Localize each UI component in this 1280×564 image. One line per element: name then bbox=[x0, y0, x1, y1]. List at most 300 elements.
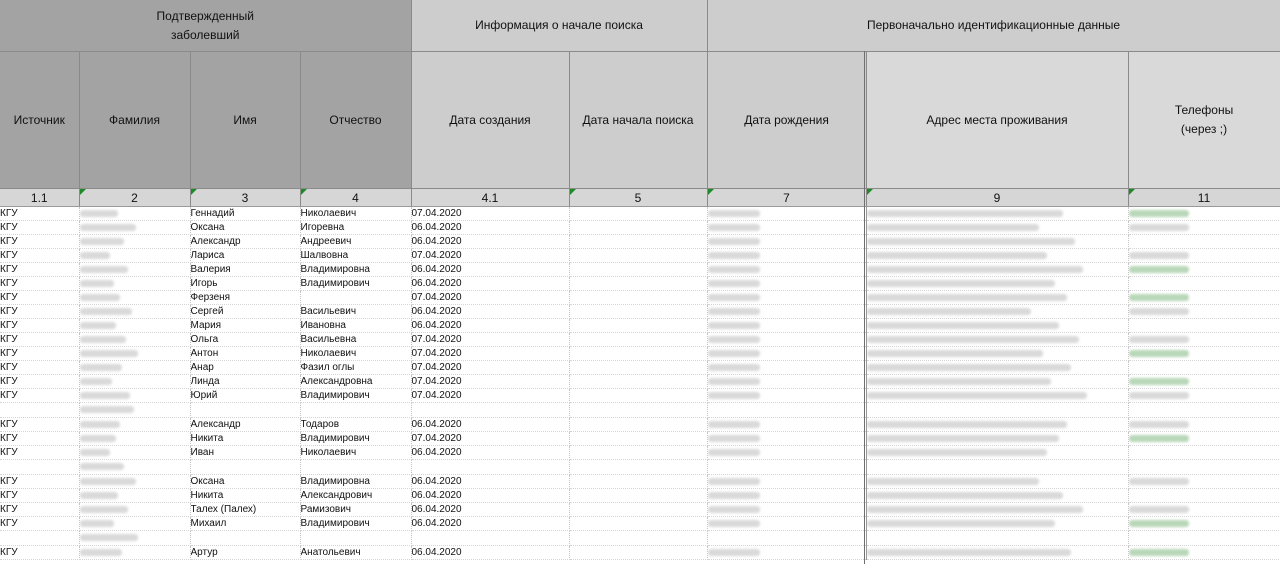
cell-name[interactable]: Талех (Палех) bbox=[190, 503, 300, 517]
column-header-created[interactable] bbox=[411, 52, 569, 189]
cell-surname-redacted[interactable] bbox=[79, 333, 190, 347]
redacted-blur bbox=[1129, 378, 1189, 385]
cell-surname-redacted[interactable] bbox=[79, 277, 190, 291]
cell-source[interactable]: КГУ bbox=[0, 207, 79, 221]
cell-patronymic[interactable]: Шалвовна bbox=[300, 249, 411, 263]
column-header-patronymic[interactable] bbox=[300, 52, 411, 189]
cell-phones-redacted[interactable] bbox=[1128, 235, 1280, 249]
table-row[interactable] bbox=[0, 347, 1280, 361]
table-row[interactable] bbox=[0, 235, 1280, 249]
cell-source[interactable]: КГУ bbox=[0, 546, 79, 560]
cell-phones-redacted[interactable] bbox=[1128, 277, 1280, 291]
cell-phones-redacted[interactable] bbox=[1128, 418, 1280, 432]
cell-phones-redacted[interactable] bbox=[1128, 503, 1280, 517]
cell-birthdate-redacted[interactable] bbox=[707, 333, 866, 347]
cell-phones-redacted[interactable] bbox=[1128, 263, 1280, 277]
cell-patronymic[interactable]: Тодаров bbox=[300, 418, 411, 432]
cell-patronymic[interactable]: Николаевич bbox=[300, 207, 411, 221]
cell-address-redacted[interactable] bbox=[866, 291, 1128, 305]
cell-surname-redacted[interactable] bbox=[79, 517, 190, 531]
cell-patronymic[interactable]: Васильевна bbox=[300, 333, 411, 347]
redacted-blur bbox=[708, 435, 760, 442]
column-header-source[interactable] bbox=[0, 52, 79, 189]
cell-patronymic[interactable] bbox=[300, 531, 411, 546]
cell-patronymic[interactable]: Анатольевич bbox=[300, 546, 411, 560]
cell-surname-redacted[interactable] bbox=[79, 207, 190, 221]
cell-patronymic[interactable] bbox=[300, 403, 411, 418]
cell-birthdate-redacted[interactable] bbox=[707, 503, 866, 517]
group-header-confirmed[interactable] bbox=[0, 0, 411, 52]
cell-name[interactable]: Артур bbox=[190, 546, 300, 560]
cell-patronymic[interactable]: Владимировна bbox=[300, 475, 411, 489]
column-header-name[interactable] bbox=[190, 52, 300, 189]
cell-created[interactable]: 06.04.2020 bbox=[411, 446, 569, 460]
table-row[interactable] bbox=[0, 531, 1280, 546]
cell-address-redacted[interactable] bbox=[866, 446, 1128, 460]
cell-search-start[interactable] bbox=[569, 249, 707, 263]
cell-phones-redacted[interactable] bbox=[1128, 333, 1280, 347]
cell-surname-redacted[interactable] bbox=[79, 305, 190, 319]
cell-created[interactable]: 06.04.2020 bbox=[411, 277, 569, 291]
cell-address-redacted[interactable] bbox=[866, 333, 1128, 347]
cell-search-start[interactable] bbox=[569, 263, 707, 277]
cell-surname-redacted[interactable] bbox=[79, 432, 190, 446]
cell-created[interactable]: 07.04.2020 bbox=[411, 389, 569, 403]
group-header-identification[interactable] bbox=[707, 0, 1280, 52]
cell-source[interactable]: КГУ bbox=[0, 347, 79, 361]
cell-address-redacted[interactable] bbox=[866, 403, 1128, 418]
cell-patronymic[interactable]: Ивановна bbox=[300, 319, 411, 333]
cell-created[interactable] bbox=[411, 403, 569, 418]
cell-phones-redacted[interactable] bbox=[1128, 389, 1280, 403]
cell-search-start[interactable] bbox=[569, 460, 707, 475]
comment-flag-icon bbox=[867, 189, 873, 195]
table-row[interactable] bbox=[0, 389, 1280, 403]
cell-name[interactable]: Лариса bbox=[190, 249, 300, 263]
cell-patronymic[interactable]: Владимирович bbox=[300, 277, 411, 291]
table-row[interactable] bbox=[0, 546, 1280, 560]
redacted-blur bbox=[80, 308, 132, 315]
redacted-blur bbox=[80, 449, 110, 456]
cell-address-redacted[interactable] bbox=[866, 235, 1128, 249]
cell-surname-redacted[interactable] bbox=[79, 531, 190, 546]
cell-surname-redacted[interactable] bbox=[79, 375, 190, 389]
cell-address-redacted[interactable] bbox=[866, 221, 1128, 235]
cell-birthdate-redacted[interactable] bbox=[707, 291, 866, 305]
cell-source[interactable]: КГУ bbox=[0, 305, 79, 319]
redacted-blur bbox=[867, 308, 1031, 315]
cell-birthdate-redacted[interactable] bbox=[707, 446, 866, 460]
cell-address-redacted[interactable] bbox=[866, 207, 1128, 221]
cell-birthdate-redacted[interactable] bbox=[707, 263, 866, 277]
cell-birthdate-redacted[interactable] bbox=[707, 235, 866, 249]
cell-phones-redacted[interactable] bbox=[1128, 305, 1280, 319]
cell-birthdate-redacted[interactable] bbox=[707, 475, 866, 489]
cell-address-redacted[interactable] bbox=[866, 263, 1128, 277]
comment-flag-icon bbox=[708, 189, 714, 195]
cell-surname-redacted[interactable] bbox=[79, 475, 190, 489]
redacted-blur bbox=[80, 506, 128, 513]
group-label: Информация о начале поиска bbox=[475, 18, 643, 32]
cell-search-start[interactable] bbox=[569, 207, 707, 221]
cell-phones-redacted[interactable] bbox=[1128, 347, 1280, 361]
cell-address-redacted[interactable] bbox=[866, 546, 1128, 560]
cell-search-start[interactable] bbox=[569, 403, 707, 418]
cell-address-redacted[interactable] bbox=[866, 347, 1128, 361]
cell-patronymic[interactable]: Николаевич bbox=[300, 446, 411, 460]
column-number[interactable]: 4 bbox=[300, 189, 411, 207]
cell-name[interactable]: Ольга bbox=[190, 333, 300, 347]
column-number[interactable]: 11 bbox=[1128, 189, 1280, 207]
cell-name[interactable] bbox=[190, 531, 300, 546]
cell-name[interactable]: Ферзеня bbox=[190, 291, 300, 305]
cell-name[interactable]: Александр bbox=[190, 418, 300, 432]
cell-search-start[interactable] bbox=[569, 361, 707, 375]
cell-created[interactable]: 06.04.2020 bbox=[411, 221, 569, 235]
cell-surname-redacted[interactable] bbox=[79, 403, 190, 418]
cell-created[interactable]: 06.04.2020 bbox=[411, 475, 569, 489]
redacted-blur bbox=[708, 280, 760, 287]
cell-source[interactable]: КГУ bbox=[0, 333, 79, 347]
cell-source[interactable]: КГУ bbox=[0, 517, 79, 531]
cell-surname-redacted[interactable] bbox=[79, 546, 190, 560]
cell-created[interactable]: 07.04.2020 bbox=[411, 291, 569, 305]
cell-source[interactable]: КГУ bbox=[0, 319, 79, 333]
cell-address-redacted[interactable] bbox=[866, 249, 1128, 263]
table-row[interactable] bbox=[0, 418, 1280, 432]
table-body bbox=[0, 207, 1280, 560]
cell-surname-redacted[interactable] bbox=[79, 446, 190, 460]
cell-source[interactable]: КГУ bbox=[0, 375, 79, 389]
cell-name[interactable]: Юрий bbox=[190, 389, 300, 403]
cell-address-redacted[interactable] bbox=[866, 375, 1128, 389]
cell-surname-redacted[interactable] bbox=[79, 291, 190, 305]
cell-birthdate-redacted[interactable] bbox=[707, 221, 866, 235]
cell-created[interactable]: 07.04.2020 bbox=[411, 375, 569, 389]
cell-patronymic[interactable]: Фазил оглы bbox=[300, 361, 411, 375]
cell-created[interactable]: 06.04.2020 bbox=[411, 503, 569, 517]
column-header-phones[interactable] bbox=[1128, 52, 1280, 189]
cell-name[interactable] bbox=[190, 460, 300, 475]
cell-address-redacted[interactable] bbox=[866, 277, 1128, 291]
table-row[interactable] bbox=[0, 207, 1280, 221]
cell-surname-redacted[interactable] bbox=[79, 460, 190, 475]
cell-search-start[interactable] bbox=[569, 291, 707, 305]
cell-birthdate-redacted[interactable] bbox=[707, 305, 866, 319]
cell-created[interactable]: 06.04.2020 bbox=[411, 489, 569, 503]
cell-phones-redacted[interactable] bbox=[1128, 446, 1280, 460]
cell-patronymic[interactable]: Рамизович bbox=[300, 503, 411, 517]
cell-created[interactable]: 07.04.2020 bbox=[411, 347, 569, 361]
cell-name[interactable]: Михаил bbox=[190, 517, 300, 531]
cell-created[interactable]: 07.04.2020 bbox=[411, 249, 569, 263]
cell-phones-redacted[interactable] bbox=[1128, 291, 1280, 305]
cell-name[interactable]: Оксана bbox=[190, 475, 300, 489]
cell-created[interactable] bbox=[411, 531, 569, 546]
cell-source[interactable]: КГУ bbox=[0, 432, 79, 446]
cell-search-start[interactable] bbox=[569, 221, 707, 235]
cell-search-start[interactable] bbox=[569, 389, 707, 403]
cell-phones-redacted[interactable] bbox=[1128, 319, 1280, 333]
cell-source[interactable]: КГУ bbox=[0, 221, 79, 235]
cell-phones-redacted[interactable] bbox=[1128, 221, 1280, 235]
cell-name[interactable]: Валерия bbox=[190, 263, 300, 277]
cell-phones-redacted[interactable] bbox=[1128, 432, 1280, 446]
cell-name[interactable]: Анар bbox=[190, 361, 300, 375]
table-row[interactable] bbox=[0, 361, 1280, 375]
cell-search-start[interactable] bbox=[569, 517, 707, 531]
cell-patronymic[interactable] bbox=[300, 291, 411, 305]
cell-search-start[interactable] bbox=[569, 235, 707, 249]
cell-source[interactable]: КГУ bbox=[0, 263, 79, 277]
cell-address-redacted[interactable] bbox=[866, 517, 1128, 531]
redacted-blur bbox=[80, 294, 120, 301]
cell-birthdate-redacted[interactable] bbox=[707, 517, 866, 531]
cell-phones-redacted[interactable] bbox=[1128, 489, 1280, 503]
cell-source[interactable] bbox=[0, 531, 79, 546]
cell-source[interactable]: КГУ bbox=[0, 389, 79, 403]
cell-address-redacted[interactable] bbox=[866, 475, 1128, 489]
cell-name[interactable]: Сергей bbox=[190, 305, 300, 319]
cell-phones-redacted[interactable] bbox=[1128, 361, 1280, 375]
cell-phones-redacted[interactable] bbox=[1128, 531, 1280, 546]
cell-address-redacted[interactable] bbox=[866, 503, 1128, 517]
cell-search-start[interactable] bbox=[569, 475, 707, 489]
cell-birthdate-redacted[interactable] bbox=[707, 361, 866, 375]
cell-birthdate-redacted[interactable] bbox=[707, 389, 866, 403]
column-number[interactable]: 4.1 bbox=[411, 189, 569, 207]
cell-created[interactable] bbox=[411, 460, 569, 475]
cell-birthdate-redacted[interactable] bbox=[707, 249, 866, 263]
cell-name[interactable]: Линда bbox=[190, 375, 300, 389]
cell-surname-redacted[interactable] bbox=[79, 319, 190, 333]
cell-search-start[interactable] bbox=[569, 546, 707, 560]
cell-source[interactable]: КГУ bbox=[0, 503, 79, 517]
group-header-search[interactable] bbox=[411, 0, 707, 52]
cell-name[interactable]: Никита bbox=[190, 489, 300, 503]
cell-search-start[interactable] bbox=[569, 319, 707, 333]
table-row[interactable] bbox=[0, 291, 1280, 305]
cell-search-start[interactable] bbox=[569, 489, 707, 503]
cell-search-start[interactable] bbox=[569, 446, 707, 460]
column-header-surname[interactable] bbox=[79, 52, 190, 189]
cell-created[interactable]: 06.04.2020 bbox=[411, 235, 569, 249]
cell-name[interactable]: Оксана bbox=[190, 221, 300, 235]
cell-surname-redacted[interactable] bbox=[79, 418, 190, 432]
table-row[interactable] bbox=[0, 319, 1280, 333]
cell-source[interactable]: КГУ bbox=[0, 291, 79, 305]
cell-surname-redacted[interactable] bbox=[79, 389, 190, 403]
cell-phones-redacted[interactable] bbox=[1128, 249, 1280, 263]
cell-phones-redacted[interactable] bbox=[1128, 460, 1280, 475]
table-row[interactable] bbox=[0, 221, 1280, 235]
cell-source[interactable]: КГУ bbox=[0, 277, 79, 291]
cell-phones-redacted[interactable] bbox=[1128, 403, 1280, 418]
cell-address-redacted[interactable] bbox=[866, 389, 1128, 403]
redacted-blur bbox=[708, 506, 760, 513]
cell-name[interactable]: Мария bbox=[190, 319, 300, 333]
table-row[interactable] bbox=[0, 305, 1280, 319]
table-row[interactable] bbox=[0, 446, 1280, 460]
redacted-blur bbox=[80, 336, 126, 343]
cell-name[interactable]: Александр bbox=[190, 235, 300, 249]
cell-source[interactable]: КГУ bbox=[0, 361, 79, 375]
cell-search-start[interactable] bbox=[569, 503, 707, 517]
cell-search-start[interactable] bbox=[569, 375, 707, 389]
cell-search-start[interactable] bbox=[569, 277, 707, 291]
cell-patronymic[interactable]: Владимирович bbox=[300, 517, 411, 531]
cell-address-redacted[interactable] bbox=[866, 361, 1128, 375]
column-number[interactable]: 1.1 bbox=[0, 189, 79, 207]
cell-name[interactable] bbox=[190, 403, 300, 418]
cell-surname-redacted[interactable] bbox=[79, 221, 190, 235]
cell-birthdate-redacted[interactable] bbox=[707, 319, 866, 333]
redacted-blur bbox=[80, 421, 120, 428]
cell-address-redacted[interactable] bbox=[866, 460, 1128, 475]
cell-surname-redacted[interactable] bbox=[79, 489, 190, 503]
table-row[interactable] bbox=[0, 517, 1280, 531]
column-header-address[interactable] bbox=[866, 52, 1128, 189]
cell-address-redacted[interactable] bbox=[866, 305, 1128, 319]
cell-created[interactable]: 06.04.2020 bbox=[411, 418, 569, 432]
cell-birthdate-redacted[interactable] bbox=[707, 375, 866, 389]
cell-birthdate-redacted[interactable] bbox=[707, 531, 866, 546]
cell-phones-redacted[interactable] bbox=[1128, 375, 1280, 389]
cell-birthdate-redacted[interactable] bbox=[707, 432, 866, 446]
cell-patronymic[interactable] bbox=[300, 460, 411, 475]
cell-source[interactable]: КГУ bbox=[0, 249, 79, 263]
cell-patronymic[interactable]: Александровна bbox=[300, 375, 411, 389]
redacted-blur bbox=[1129, 308, 1189, 315]
redacted-blur bbox=[867, 449, 1047, 456]
cell-patronymic[interactable]: Владимирович bbox=[300, 432, 411, 446]
cell-created[interactable]: 07.04.2020 bbox=[411, 361, 569, 375]
cell-created[interactable]: 06.04.2020 bbox=[411, 546, 569, 560]
cell-patronymic[interactable]: Андреевич bbox=[300, 235, 411, 249]
cell-source[interactable]: КГУ bbox=[0, 418, 79, 432]
cell-name[interactable]: Никита bbox=[190, 432, 300, 446]
cell-created[interactable]: 07.04.2020 bbox=[411, 333, 569, 347]
cell-phones-redacted[interactable] bbox=[1128, 546, 1280, 560]
table-row[interactable] bbox=[0, 403, 1280, 418]
redacted-blur bbox=[80, 435, 116, 442]
table-row[interactable] bbox=[0, 277, 1280, 291]
table-row[interactable] bbox=[0, 263, 1280, 277]
cell-created[interactable]: 07.04.2020 bbox=[411, 207, 569, 221]
table-row[interactable] bbox=[0, 249, 1280, 263]
redacted-blur bbox=[1129, 294, 1189, 301]
cell-address-redacted[interactable] bbox=[866, 531, 1128, 546]
cell-address-redacted[interactable] bbox=[866, 418, 1128, 432]
cell-name[interactable]: Антон bbox=[190, 347, 300, 361]
cell-address-redacted[interactable] bbox=[866, 489, 1128, 503]
redacted-blur bbox=[80, 224, 136, 231]
table-row[interactable] bbox=[0, 432, 1280, 446]
cell-name[interactable]: Иван bbox=[190, 446, 300, 460]
redacted-blur bbox=[867, 322, 1059, 329]
column-header-birthdate[interactable] bbox=[707, 52, 866, 189]
column-number[interactable]: 3 bbox=[190, 189, 300, 207]
cell-created[interactable]: 06.04.2020 bbox=[411, 263, 569, 277]
cell-birthdate-redacted[interactable] bbox=[707, 546, 866, 560]
column-label: Адрес места проживания bbox=[926, 112, 1068, 127]
cell-source[interactable]: КГУ bbox=[0, 489, 79, 503]
cell-search-start[interactable] bbox=[569, 347, 707, 361]
cell-birthdate-redacted[interactable] bbox=[707, 207, 866, 221]
cell-search-start[interactable] bbox=[569, 333, 707, 347]
column-number[interactable]: 9 bbox=[866, 189, 1128, 207]
redacted-blur bbox=[867, 378, 1051, 385]
redacted-blur bbox=[1129, 421, 1189, 428]
redacted-blur bbox=[80, 322, 116, 329]
cell-search-start[interactable] bbox=[569, 531, 707, 546]
cell-birthdate-redacted[interactable] bbox=[707, 489, 866, 503]
table-row[interactable] bbox=[0, 333, 1280, 347]
cell-birthdate-redacted[interactable] bbox=[707, 347, 866, 361]
cell-address-redacted[interactable] bbox=[866, 432, 1128, 446]
cell-surname-redacted[interactable] bbox=[79, 263, 190, 277]
cell-search-start[interactable] bbox=[569, 418, 707, 432]
cell-surname-redacted[interactable] bbox=[79, 503, 190, 517]
cell-created[interactable]: 06.04.2020 bbox=[411, 517, 569, 531]
cell-patronymic[interactable]: Владимировна bbox=[300, 263, 411, 277]
cell-birthdate-redacted[interactable] bbox=[707, 460, 866, 475]
cell-created[interactable]: 06.04.2020 bbox=[411, 319, 569, 333]
cell-patronymic[interactable]: Николаевич bbox=[300, 347, 411, 361]
table-row[interactable] bbox=[0, 503, 1280, 517]
cell-surname-redacted[interactable] bbox=[79, 249, 190, 263]
column-number[interactable]: 5 bbox=[569, 189, 707, 207]
cell-source[interactable]: КГУ bbox=[0, 446, 79, 460]
redacted-blur bbox=[708, 238, 760, 245]
cell-source[interactable] bbox=[0, 460, 79, 475]
cell-address-redacted[interactable] bbox=[866, 319, 1128, 333]
table-row[interactable] bbox=[0, 375, 1280, 389]
cell-phones-redacted[interactable] bbox=[1128, 475, 1280, 489]
cell-surname-redacted[interactable] bbox=[79, 361, 190, 375]
cell-birthdate-redacted[interactable] bbox=[707, 418, 866, 432]
redacted-blur bbox=[708, 252, 760, 259]
redacted-blur bbox=[708, 421, 760, 428]
cell-name[interactable]: Игорь bbox=[190, 277, 300, 291]
cell-birthdate-redacted[interactable] bbox=[707, 277, 866, 291]
cell-source[interactable] bbox=[0, 403, 79, 418]
column-number[interactable]: 7 bbox=[707, 189, 866, 207]
table-row[interactable] bbox=[0, 475, 1280, 489]
cell-name[interactable]: Геннадий bbox=[190, 207, 300, 221]
table-row[interactable] bbox=[0, 460, 1280, 475]
cell-surname-redacted[interactable] bbox=[79, 347, 190, 361]
cell-phones-redacted[interactable] bbox=[1128, 207, 1280, 221]
column-header-search-start[interactable] bbox=[569, 52, 707, 189]
table-row[interactable] bbox=[0, 489, 1280, 503]
cell-created[interactable]: 06.04.2020 bbox=[411, 305, 569, 319]
cell-search-start[interactable] bbox=[569, 432, 707, 446]
cell-source[interactable]: КГУ bbox=[0, 235, 79, 249]
cell-birthdate-redacted[interactable] bbox=[707, 403, 866, 418]
cell-surname-redacted[interactable] bbox=[79, 235, 190, 249]
cell-patronymic[interactable]: Васильевич bbox=[300, 305, 411, 319]
cell-patronymic[interactable]: Владимирович bbox=[300, 389, 411, 403]
redacted-blur bbox=[1129, 520, 1189, 527]
cell-patronymic[interactable]: Александрович bbox=[300, 489, 411, 503]
cell-created[interactable]: 07.04.2020 bbox=[411, 432, 569, 446]
cell-search-start[interactable] bbox=[569, 305, 707, 319]
cell-patronymic[interactable]: Игоревна bbox=[300, 221, 411, 235]
cell-source[interactable]: КГУ bbox=[0, 475, 79, 489]
column-number[interactable]: 2 bbox=[79, 189, 190, 207]
cell-phones-redacted[interactable] bbox=[1128, 517, 1280, 531]
